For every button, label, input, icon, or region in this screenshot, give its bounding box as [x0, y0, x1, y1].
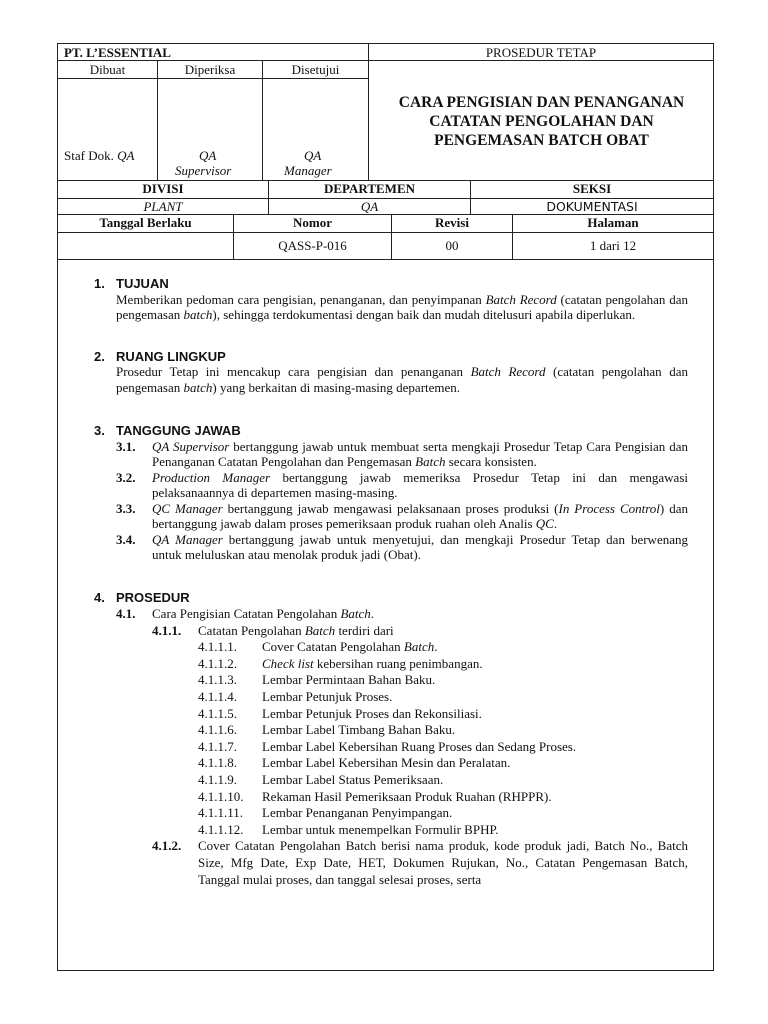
item-number: 4.1.1.4. — [198, 689, 237, 705]
item-number: 3.1. — [116, 438, 136, 454]
title-line: CARA PENGISIAN DAN PENANGANAN — [398, 94, 685, 111]
text-run: In Process Control — [558, 500, 660, 516]
text-run: Batch — [340, 606, 371, 622]
document-frame — [57, 43, 714, 971]
item-number: 3.4. — [116, 531, 136, 547]
item-number: 4.1.2. — [152, 838, 182, 854]
text-run: bertanggung jawab untuk membuat serta mengkaji Prosedur Tetap Cara Pengisian dan Penanganan Catatan Pengolahan dan Pengemasan — [152, 438, 688, 469]
text-run: Batch — [415, 454, 446, 469]
text-run: ) dan bertanggung jawab dalam proses pemeriksaan produk ruahan oleh Analis — [152, 500, 688, 531]
section-paragraph — [116, 292, 688, 323]
text-run: Lembar Petunjuk Proses dan Rekonsiliasi. — [262, 705, 482, 721]
list-item — [94, 772, 688, 789]
item-number: 4.1.1.7. — [198, 738, 237, 754]
text-run: bertanggung jawab memeriksa Prosedur Tetap ini dan mengawasi pelaksanaannya di departemen masing-masing. — [152, 469, 688, 500]
text-run: Lembar Permintaan Bahan Baku. — [262, 672, 436, 688]
section-title: TANGGUNG JAWAB — [116, 423, 241, 438]
text-run: Prosedur Tetap ini mencakup cara pengisian dan penanganan — [116, 364, 471, 379]
sign-staf-role: Staf Dok. — [64, 148, 114, 163]
text-run: Check list — [262, 655, 314, 671]
halaman-label: Halaman — [587, 215, 639, 230]
disetujui-label: Disetujui — [291, 62, 340, 77]
departemen-label: DEPARTEMEN — [323, 181, 416, 196]
text-run: Lembar Label Timbang Bahan Baku. — [262, 722, 456, 738]
section-heading — [94, 590, 688, 607]
section-number: 1. — [94, 276, 105, 291]
item-number: 4.1.1.1. — [198, 639, 237, 655]
text-run: terdiri dari — [335, 622, 394, 638]
seksi-label: SEKSI — [572, 181, 612, 196]
list-item — [94, 739, 688, 756]
grid-line — [368, 44, 369, 180]
text-run: Lembar Label Kebersihan Ruang Proses dan Sedang Proses. — [262, 738, 577, 754]
item-number: 4.1. — [116, 606, 136, 622]
text-run: Batch — [403, 639, 435, 655]
title-line: CATATAN PENGOLAHAN DAN — [429, 113, 654, 130]
list-item — [94, 706, 688, 723]
text-run: Memberikan pedoman cara pengisian, penanganan, dan penyimpanan — [116, 291, 486, 307]
section-ruang-lingkup — [94, 349, 688, 396]
item-number: 4.1.1. — [152, 622, 182, 638]
text-run: ) yang berkaitan di masing-masing departemen. — [212, 379, 461, 395]
item-number: 4.1.1.8. — [198, 755, 237, 771]
item-number: 4.1.1.2. — [198, 655, 237, 671]
list-item — [94, 501, 688, 532]
spacer — [94, 323, 688, 349]
diperiksa-label: Diperiksa — [184, 62, 236, 77]
list-item — [94, 439, 688, 470]
nomor-label: Nomor — [293, 215, 332, 230]
document-body — [94, 276, 688, 888]
revisi-label: Revisi — [435, 215, 469, 230]
seksi-value: DOKUMENTASI — [546, 199, 638, 214]
title-line: PENGEMASAN BATCH OBAT — [434, 132, 649, 149]
list-item — [94, 822, 688, 839]
list-item — [94, 623, 688, 640]
text-run: QA Manager — [152, 531, 223, 547]
text-run: Batch Record — [470, 364, 546, 379]
grid-line — [58, 259, 713, 260]
section-heading — [94, 276, 688, 292]
document-title — [370, 93, 713, 150]
text-run: Catatan Pengolahan — [198, 622, 305, 638]
grid-line — [58, 232, 713, 233]
text-run: bertanggung jawab untuk menyetujui, dan mengkaji Prosedur Tetap dan berwenang untuk meluluskan atau menolak produk jadi (Obat). — [152, 531, 688, 562]
text-run: . — [434, 639, 438, 655]
section-tanggung-jawab — [94, 423, 688, 563]
item-number: 3.2. — [116, 469, 136, 485]
divisi-label: DIVISI — [142, 181, 184, 196]
item-number: 4.1.1.12. — [198, 821, 244, 837]
text-run: Batch Record — [485, 291, 557, 307]
sign-manager-role: Manager — [284, 163, 332, 178]
text-run: Lembar Penanganan Penyimpangan. — [262, 805, 453, 821]
sign-supervisor-dept: QA — [199, 148, 217, 163]
item-number: 3.3. — [116, 500, 136, 516]
section-prosedur — [94, 590, 688, 889]
departemen-value: QA — [360, 199, 379, 214]
list-item — [94, 639, 688, 656]
text-run: QC — [535, 516, 554, 531]
list-item — [94, 672, 688, 689]
text-run: ), sehingga terdokumentasi dengan baik dan mudah ditelusuri apabila diperlukan. — [212, 307, 636, 322]
tanggal-label: Tanggal Berlaku — [99, 215, 192, 230]
text-run: Lembar Label Status Pemeriksaan. — [262, 772, 444, 788]
text-run: . — [370, 606, 375, 622]
list-item — [94, 805, 688, 822]
text-run: batch — [183, 307, 213, 322]
sub-list — [94, 639, 688, 838]
sign-manager — [284, 148, 332, 178]
text-run: Lembar Label Kebersihan Mesin dan Peralatan. — [262, 755, 511, 771]
text-run: bertanggung jawab mengawasi pelaksanaan proses produksi ( — [222, 500, 559, 516]
list-item — [94, 656, 688, 673]
text-run: (catatan pengolahan dan pengemasan — [116, 364, 688, 395]
company-name: PT. L’ESSENTIAL — [64, 45, 171, 60]
section-number: 4. — [94, 589, 105, 605]
halaman-value: 1 dari 12 — [589, 238, 637, 253]
text-run: Lembar Petunjuk Proses. — [262, 689, 393, 705]
list-item — [94, 838, 688, 888]
list-item — [94, 789, 688, 806]
section-paragraph — [116, 364, 688, 395]
item-number: 4.1.1.11. — [198, 805, 244, 821]
text-run: Cover Catatan Pengolahan Batch berisi nama produk, kode produk jadi, Batch No., Batch Size, Mfg Date, Exp Date, HET, Dokumen Rujukan, No., Catatan Pengemasan Batch, Tanggal mulai proses, dan tanggal selesai proses, serta — [198, 838, 688, 887]
grid-line — [58, 78, 368, 79]
sign-manager-dept: QA — [304, 148, 322, 163]
text-run: Production Manager — [152, 469, 271, 485]
revisi-value: 00 — [445, 238, 459, 253]
section-number: 3. — [94, 423, 105, 438]
dibuat-label: Dibuat — [89, 62, 126, 77]
sign-supervisor — [175, 148, 231, 178]
list-item — [94, 689, 688, 706]
divisi-value: PLANT — [143, 199, 183, 214]
list-item — [94, 606, 688, 623]
spacer — [94, 395, 688, 423]
text-run: Rekaman Hasil Pemeriksaan Produk Ruahan (RHPPR). — [262, 788, 552, 804]
item-number: 4.1.1.5. — [198, 705, 237, 721]
text-run: secara konsisten. — [445, 454, 537, 469]
item-number: 4.1.1.9. — [198, 772, 237, 788]
text-run: Cara Pengisian Catatan Pengolahan — [152, 606, 341, 622]
section-title: TUJUAN — [116, 276, 169, 291]
text-run: . — [553, 516, 558, 531]
grid-line — [262, 60, 263, 180]
section-number: 2. — [94, 348, 105, 364]
text-run: QC Manager — [152, 500, 223, 516]
text-run: kebersihan ruang penimbangan. — [313, 655, 483, 671]
sign-staf-dept: QA — [117, 148, 135, 163]
item-number: 4.1.1.3. — [198, 672, 237, 688]
section-title: PROSEDUR — [116, 589, 190, 605]
list-item — [94, 532, 688, 563]
doc-type: PROSEDUR TETAP — [485, 45, 597, 60]
spacer — [94, 563, 688, 590]
item-number: 4.1.1.10. — [198, 788, 244, 804]
list-item — [94, 470, 688, 501]
section-heading — [94, 349, 688, 365]
list-item — [94, 722, 688, 739]
text-run: (catatan pengolahan dan pengemasan — [116, 291, 688, 322]
text-run: QA Supervisor — [152, 438, 230, 454]
text-run: Batch — [304, 622, 336, 638]
text-run: Lembar untuk menempelkan Formulir BPHP. — [262, 821, 499, 837]
item-number: 4.1.1.6. — [198, 722, 237, 738]
section-tujuan — [94, 276, 688, 323]
grid-line — [157, 60, 158, 180]
nomor-value: QASS-P-016 — [278, 238, 347, 253]
section-heading — [94, 423, 688, 439]
list-item — [94, 755, 688, 772]
section-title: RUANG LINGKUP — [116, 348, 226, 364]
sign-supervisor-role: Supervisor — [175, 163, 232, 178]
text-run: Cover Catatan Pengolahan — [262, 639, 404, 655]
text-run: batch — [183, 379, 213, 395]
sign-staf — [64, 148, 134, 163]
